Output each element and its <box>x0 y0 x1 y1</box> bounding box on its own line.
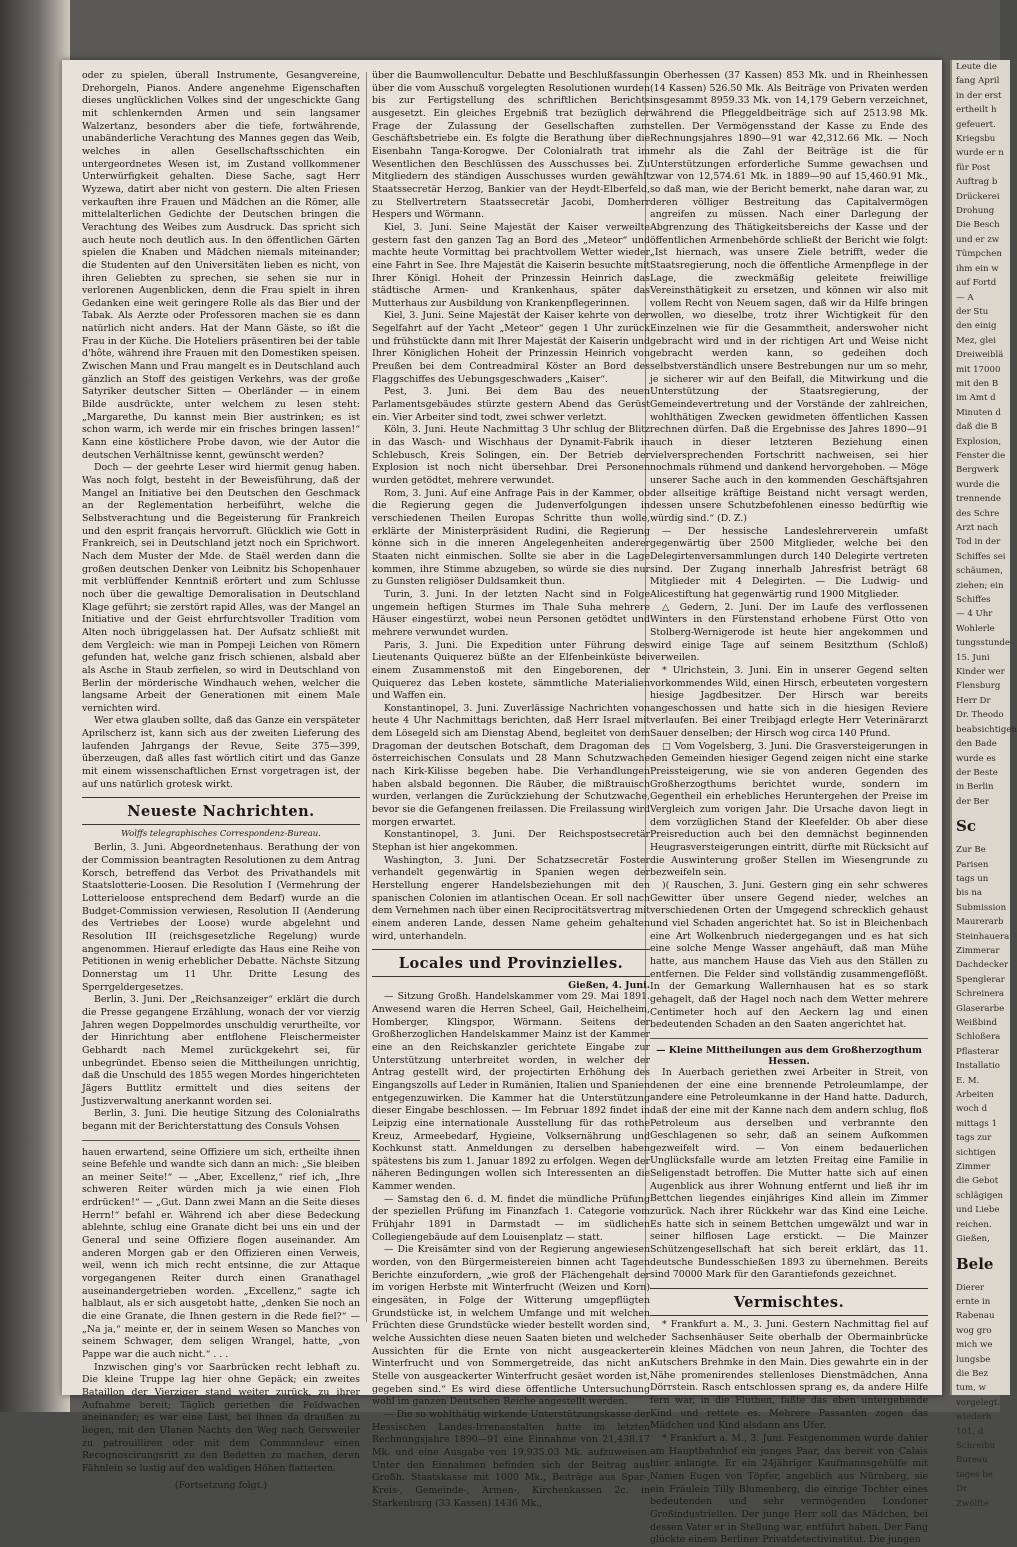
news-item: Berlin, 3. Juni. Der „Reichsanzeiger“ erklärt die durch die Presse gegangene Erzählung, wonach der vor vierzig Jahren wegen Doppelmordes unschuldig verurtheilte, vor der Hinrichtung aber entflohene Fleischermeister Gebhardt nach Memel zurückgekehrt sei, für unbegründet. Ebenso seien die Mittheilungen unrichtig, daß die Unschuld des 1855 wegen Mordes hingerichteten Jägers Buttlitz ermittelt und dies seitens der Justizverwaltung anerkannt worden sei. <box>82 994 360 1107</box>
next-page-line: wurde es <box>956 753 996 764</box>
next-page-line: ihm ein w <box>956 263 999 274</box>
next-page-line: gefeuert. <box>956 119 996 130</box>
next-page-line: — A <box>956 292 974 303</box>
local-item: * Ulrichstein, 3. Juni. Ein in unserer Gegend selten vorkommendes Wild, einen Hirsch, erbeuteten vorgestern hiesige Jagdbesitzer. Der Hirsch war bereits angeschossen und hatte sich in die hiesigen Reviere verlaufen. Bei einer Treibjagd erlegte Herr Veterinärarzt Sauer denselben; der Hirsch wog circa 140 Pfund. <box>650 664 928 740</box>
next-page-line: im Amt d <box>956 393 996 404</box>
next-page-line: beabsichtigen <box>956 724 1017 735</box>
next-page-line: Schiffes <box>956 595 991 606</box>
next-page-line: mich we <box>956 1340 993 1351</box>
next-page-line: Spenglerar <box>956 974 1005 985</box>
next-page-line: Schreinera <box>956 989 1005 1000</box>
next-page-line: lungsbe <box>956 1354 991 1365</box>
next-page-line: in der erst <box>956 90 1002 101</box>
local-item: In Auerbach geriethen zwei Arbeiter in Streit, von denen der eine eine brennende Petroleumlampe, der andere eine Petroleumkanne in der Hand hatte. Dadurch, daß der eine mit der Kanne nach dem andern schlug, floß Petroleum aus derselben und verbrannte den Geschlagenen so sehr, daß an seinem Aufkommen gezweifelt wird. — Von einem bedauerlichen Unglücksfalle wurde am letzten Freitag eine Familie in Seligenstadt betroffen. Die Mutter hatte sich auf einen Augenblick aus ihrer Wohnung entfernt und ließ ihr im Bettchen liegendes einjähriges Kind allein im Zimmer zurück. Nach ihrer Rückkehr war das Kind eine Leiche. Es hatte sich in seinem Bettchen umgewälzt und war in seiner hilflosen Lage erstickt. — Die Mainzer Schützengesellschaft hat sich bereit erklärt, das 11. deutsche Bundesschießen 1893 zu übernehmen. Bereits sind 70000 Mark für den Garantiefonds gezeichnet. <box>650 1066 928 1281</box>
section-heading: Vermischtes. <box>650 1288 928 1316</box>
column-3 <box>650 70 928 1546</box>
next-page-line: Dachdecker <box>956 960 1009 971</box>
next-page-lines <box>952 843 1010 915</box>
next-page-line: des Schre <box>956 508 1000 519</box>
column-1 <box>82 70 360 1491</box>
next-page-line: 15. Juni <box>956 652 990 663</box>
next-page-lines <box>952 1281 1010 1512</box>
next-page-line: bis na <box>956 888 983 899</box>
next-page-line: auf Fortd <box>956 278 997 289</box>
next-page-line: Minuten d <box>956 407 1001 418</box>
next-page-line: fang April <box>956 76 1000 87</box>
next-page-line: der Ber <box>956 796 989 807</box>
next-page-heading: Sc <box>956 817 976 836</box>
next-page-line: Maurerarb <box>956 917 1004 928</box>
next-page-line: Gießen, <box>956 1234 990 1245</box>
continued-note: (Fortsetzung folgt.) <box>174 1479 268 1491</box>
next-page-line: wiederh <box>956 1412 992 1423</box>
separator <box>82 1140 360 1141</box>
next-page-heading: Bele <box>956 1254 994 1273</box>
section-subheading: Wolffs telegraphisches Correspondenz-Bureau. <box>121 828 321 839</box>
next-page-line: Bureau <box>956 1455 988 1466</box>
next-page-line: in Berlin <box>956 782 994 793</box>
next-page-line: Mez, glei <box>956 335 996 346</box>
serial-paragraph: hauen erwartend, seine Offiziere um sich, ertheilte ihnen seine Befehle und wandte sich dann an mich: „Sie bleiben an meiner Seite!“ — „Aber, Excellenz,“ rief ich, „Ihre schweren Reiter würden mich ja wie einen Floh erdrücken!“ — „Gut. Dann zwei Mann an die Seite dieses Herrn!“ befahl er. Während ich aber diese Bedeckung ablehnte, schlug eine Granate dicht bei uns ein und der General und seine Offiziere flogen auseinander. Am anderen Morgen gab er den Offizieren einen Verweis, weil, wenn ich mich recht entsinne, die zur Attaque vorgegangenen Reiter durch einen Granathagel auseinandergetrieben worden. „Excellenz,“ sagte ich halblaut, als er sich ausgetobt hatte, „denken Sie noch an die eine Granate, die Ihnen gestern in die Rede fiel?“ — „Na ja,“ meinte er, der in seinem Wesen so Manches von seinem Schwager, dem seligen Wrangel, hatte, „von Pappe war die auch nicht.“ . . . <box>82 1146 360 1360</box>
news-item: Rom, 3. Juni. Auf eine Anfrage Pais in der Kammer, ob die Regierung gegen die Judenverfolgungen in verschiedenen Theilen Europas Schritte thun wolle, erklärte der Ministerpräsident Rudini, die Regierung könne sich in die inneren Angelegenheiten anderer Staaten nicht einmischen. Sollte sie aber in die Lage kommen, ihre Stimme abzugeben, so würde sie dies nur zu Gunsten religiöser Duldsamkeit thun. <box>372 487 650 588</box>
next-page-line: Dierer <box>956 1282 985 1293</box>
local-item: — Samstag den 6. d. M. findet die mündliche Prüfung der speziellen Prüfung im Finanzfach 1. Categorie vom Frühjahr 1891 in Darmstadt — im südlichen Collegiengebäude auf dem Louisenplatz — statt. <box>372 1193 650 1243</box>
local-item: △ Gedern, 2. Juni. Der im Laufe des verflossenen Winters in den Fürstenstand erhobene Fürst Otto von Stolberg-Wernigerode ist heute hier angekommen und wird einige Tage auf seinem Besitzthum (Schloß) verweilen. <box>650 601 928 664</box>
local-item: □ Vom Vogelsberg, 3. Juni. Die Grasversteigerungen in den Gemeinden hiesiger Gegend zeigen nicht eine starke Preissteigerung, wie sie von anderen Gegenden des Großherzogthums berichtet wurde, sondern im Gegentheil ein erhebliches Heruntergehen der Preise im Vergleich zum vorigen Jahr. Die Ursache davon liegt in dem vorzüglichen Stand der Kleefelder. Ob aber diese Preisreduction auch bei den demnächst beginnenden Heugrasversteigerungen eintritt, dürfte mit Rücksicht auf die Auswinterung großer Stellen im Wiesengrunde zu bezweifeln sein. <box>650 740 928 879</box>
section-heading: Neueste Nachrichten. <box>82 797 360 825</box>
next-page-line: für Post <box>956 162 991 173</box>
local-item: — Sitzung Großh. Handelskammer vom 29. Mai 1891. Anwesend waren die Herren Scheel, Gail, Heichelheim, Homberger, Klingspor, Wörmann. Seitens der Großherzoglichen Handelskammer Mainz ist der Kammer eine an den Reichskanzler gerichtete Eingabe zur Unterstützung unterbreitet worden, in welcher der Antrag gestellt wird, der projectirten Erhöhung des Eingangszolls auf Leder in Rumänien, Italien und Spanien entgegenzuwirken. Die Kammer hat die Unterstützung dieser Eingabe beschlossen. — Im Februar 1892 findet in Leipzig eine internationale Ausstellung für das rothe Kreuz, Armeebedarf, Hygieine, Volksernährung und Kochkunst statt. Anmeldungen zu derselben haben spätestens bis zum 1. Januar 1892 zu erfolgen. Wegen der näheren Bedingungen wollen sich Interessenten an die Kammer wenden. <box>372 991 650 1193</box>
local-item: — Die Kreisämter sind von der Regierung angewiesen worden, von den Bürgermeistereien binnen acht Tagen Berichte einzufordern, „wie groß der Flächengehalt der im vorigen Herbste mit Winterfrucht (Weizen und Korn) eingesäten, in Folge der Witterung umgepflügten Grundstücke ist, in welchem Umfange und mit welchen Früchten diese Grundstücke wieder bestellt worden sind, welche Aussichten diese neuen Saaten bieten und welche Aussichten für die Ernte von nicht ausgeackerter Winterfrucht und von Sommergetreide, das nicht an Stelle von ausgeackerter Winterfrucht gesäet worden ist, gegeben sind.“ Es wird diese öffentliche Untersuchung wohl im ganzen Deutschen Reiche angestellt werden. <box>372 1244 650 1408</box>
next-page-line: und er zw <box>956 234 1000 245</box>
next-page-line: die Bez <box>956 1368 988 1379</box>
article-paragraph: Wer etwa glauben sollte, daß das Ganze ein verspäteter Aprilscherz ist, kann sich aus der zweiten Lieferung des laufenden Jahrgangs der Revue, Seite 375—399, überzeugen, daß alles fast wörtlich citirt und das Ganze mit einem wissenschaftlichen Ernst vorgetragen ist, der auf uns natürlich grotesk wirkt. <box>82 715 360 790</box>
news-item: Berlin, 3. Juni. Abgeordnetenhaus. Berathung der von der Commission beantragten Resolutionen zu dem Antrag Korsch, betreffend das Verbot des Privathandels mit Staatslotterie-Loosen. Die Resolution I (Vermehrung der Lotterieloose entsprechend dem Bedarf) wurde an die Budget-Commission verwiesen, Resolution II (Aenderung des Vertriebes der Loose) wurde abgelehnt und Resolution III (reichsgesetzliche Regelung) wurde angenommen. Hierauf erledigte das Haus eine Reihe von Petitionen in wenig erheblicher Debatte. Nächste Sitzung Donnerstag um 11 Uhr. Dritte Lesung des Sperrgeldergesetzes. <box>82 842 360 993</box>
next-page-line: Dreiweiblä <box>956 350 1004 361</box>
next-page-line: tages be <box>956 1469 993 1480</box>
next-page-line: und Liebe <box>956 1205 1000 1216</box>
news-item: Washington, 3. Juni. Der Schatzsecretär Foster verhandelt gegenwärtig in Spanien wegen der Herstellung engerer Handelsbeziehungen mit den spanischen Colonien im atlantischen Ocean. Er soll nach dem Vernehmen nach über einen Reciprocitätsvertrag mit einem anderen Lande, dessen Name geheim gehalten wird, unterhandeln. <box>372 854 650 942</box>
next-page-line: ertheilt h <box>956 105 997 116</box>
misc-item: * Frankfurt a. M., 3. Juni. Gestern Nachmittag fiel auf der Sachsenhäuser Seite oberhalb der Obermainbrücke ein kleines Mädchen von neun Jahren, die Tochter des Kutschers Brehmke in den Main. Dies gewahrte ein in der Nähe promenirendes stellenloses Dienstmädchen, Anna Dörrstein. Rasch entschlossen sprang es, da andere Hilfe fern war, in die Fluthen, faßte das eben untergehende Kind und rettete es. Mehrere Passanten zogen das Mädchen und Kind alsdann ans Ufer. <box>650 1319 928 1432</box>
news-item: über die Baumwollencultur. Debatte und Beschlußfassung über die vom Ausschuß vorgelegten Resolutionen wurden bis zur Fertigstellung des schriftlichen Berichts ausgesetzt. Ein gleiches Ergebniß trat bezüglich der Frage der Zulassung der Gesellschaften zum Geschäftsbetriebe ein. Es folgte die Berathung über die Eisenbahn Tanga-Korogwe. Der Colonialrath trat im Wesentlichen den Beschlüssen des Ausschusses bei. Zu Mitgliedern des ständigen Ausschusses wurden gewählt Staatssecretär Herzog, Bankier van der Heydt-Elberfeld, zu Stellvertretern Staatssecretär Jacobi, Domherr Hespers und Wörmann. <box>372 70 650 221</box>
next-page-line: mit 17000 <box>956 364 1001 375</box>
next-page-line: Herr Dr <box>956 695 991 706</box>
next-page-line: trennende <box>956 494 1001 505</box>
news-item: Konstantinopel, 3. Juni. Der Reichspostsecretär Stephan ist hier angekommen. <box>372 829 650 854</box>
next-page-line: vorgelegt. <box>956 1397 1001 1408</box>
news-item: Pest, 3. Juni. Bei dem Bau des neuen Parlamentsgebäudes stürzte gestern Abend das Gerüst ein. Vier Arbeiter sind todt, zwei schwer verletzt. <box>372 386 650 423</box>
next-page-line: den einig <box>956 321 997 332</box>
next-page-line: schlägigen <box>956 1190 1004 1201</box>
next-page-line: den Bade <box>956 739 997 750</box>
next-page-line: Zwölfte <box>956 1498 989 1509</box>
serial-paragraph: Inzwischen ging's vor Saarbrücken recht lebhaft zu. Die kleine Truppe lag hier ohne Gepäck; ein zweites Bataillon der Vierziger stand weiter zurück, zu ihrer Aufnahme bereit; Täglich geriethen die Feldwachen aneinander; es war eine Lust, bei ihnen da draußen zu liegen, mit den Ulanen Nachts den Weg nach Gersweiler zu patrouilliren oder mit dem Commandeur einen Recognoscirungsritt zu den Bedetten zu machen, deren Fähnlein so lustig auf den waldigen Höhen flatterten. <box>82 1361 360 1474</box>
local-item: — Die so wohlthätig wirkende Unterstützungskasse der Hessischen Landes-Irrenanstalten hatte im letzten Rechnungsjahre 1890—91 eine Einnahme von 21,438.17 Mk. und eine Ausgabe von 19,935.03 Mk. aufzuweisen. Unter den Einnahmen befinden sich der Beitrag aus Großh. Staatskasse mit 1000 Mk., Beiträge aus Spar-, Kreis-, Gemeinde-, Armen-, Kirchenkassen 2c. in Starkenburg (33 Kassen) 1436 Mk., <box>372 1408 650 1509</box>
next-page-line: tum, w <box>956 1383 986 1394</box>
news-item: Paris, 3. Juni. Die Expedition unter Führung des Lieutenants Quiquerez büßte an der Elfenbeinküste bei einem Zusammenstoß mit den Eingeborenen, der Quiquerez das Leben kostete, sämmtliche Materialien und Waffen ein. <box>372 639 650 702</box>
book-gutter <box>0 0 70 1412</box>
next-page-line: Kriegsbu <box>956 134 996 145</box>
next-page-line: Arzt nach <box>956 523 999 533</box>
next-page-line: der Beste <box>956 767 998 778</box>
next-page-line: Arbeiten <box>956 1090 994 1101</box>
next-page-line: tungsstunde <box>956 638 1010 649</box>
next-page-line: ernte in <box>956 1296 991 1307</box>
next-page-line: Zur Be <box>956 845 986 856</box>
next-page-line: Weißbind <box>956 1018 997 1028</box>
next-page-line: der Stu <box>956 306 989 317</box>
next-page-line: mittags 1 <box>956 1118 998 1129</box>
next-page-line: — 4 Uhr <box>956 609 993 620</box>
local-item: — Der hessische Landeslehrerverein umfaßt gegenwärtig über 2500 Mitglieder, welche bei den Delegirtenversammlungen durch 140 Delegirte vertreten sind. Der Zugang innerhalb Jahresfrist beträgt 68 Mitglieder mit 4 Delegirten. — Die Ludwig- und Alicestiftung hat gegenwärtig rund 1900 Mitglieder. <box>650 525 928 600</box>
article-paragraph: oder zu spielen, überall Instrumente, Gesangvereine, Drehorgeln, Pianos. Andere angenehme Eigenschaften dieses unglücklichen Volkes sind der ungeschickte Gang mit schlenkernden Armen und sein langsamer Walzertanz, besonders aber die tiefe, fortwährende, unabänderliche Verachtung des Mannes gegen das Weib, welches in allen Gesellschaftsschichten ein untergeordnetes Wesen ist, im Zustand vollkommener Unterwürfigkeit gehalten. Diese Sache, sagt Herr Wyzewa, datirt aber nicht von gestern. Die alten Friesen verkauften ihre Frauen und Mädchen an die Römer, alle mittelalterlichen Gedichte der Deutschen bringen die Verachtung des Weibes zum Ausdruck. Das spricht sich auch heute noch deutlich aus. In den öffentlichen Gärten spielen die Knaben und Mädchen niemals miteinander; die Studenten auf den Universitäten lieben es nicht, von ihren Geliebten zu sprechen, sie sehen sie nur in verlorenen Augenblicken, denn die Frau spielt in ihren Gedanken eine weit geringere Rolle als das Bier und der Tabak. Als Aerzte oder Professoren machen sie es dann natürlich nicht anders. Hat der Mann Gäste, so ißt die Frau in der Küche. Die Hoteliers präsentiren bei der table d'hôte, während ihre Frauen mit den Domestiken speisen. Zwischen Mann und Frau mangelt es in Deutschland auch gänzlich an Stoff des geistigen Verkehrs, was der große Satyriker deutscher Sitten — Oberländer — in einem Bilde ausdrückte, unter welchem zu lesen steht: „Margarethe, Du kannst mein Bier austrinken; es ist schon warm, ich werde mir ein frisches bringen lassen!“ Kann eine köstlichere Probe davon, wie der Autor die deutschen Verhältnisse kennt, gewünscht werden? <box>82 70 360 461</box>
section-heading: Locales und Provinzielles. <box>372 949 650 977</box>
next-page-line: Zimmer <box>956 1162 991 1173</box>
next-page-line: Schiffes sei <box>956 551 1006 562</box>
next-page-line: Wohlerle <box>956 623 995 634</box>
next-page-line: Bergwerk <box>956 465 999 476</box>
next-page-line: Flensburg <box>956 681 1001 692</box>
next-page-line: ziehen; ein <box>956 580 1004 591</box>
next-page-line: Kinder wer <box>956 667 1005 678</box>
next-page-line: Dr <box>956 1484 967 1495</box>
next-page-line: Zimmerar <box>956 945 1000 956</box>
next-page-line: Leute die <box>956 62 997 72</box>
misc-item: * Frankfurt a. M., 3. Juni. Festgenommen wurde dahier am Hauptbahnhof ein junges Paar, das bereit von Calais hier anlangte. Er ein 24jähriger Kaufmannsgehülfe mit Namen Eugen von Töpfer, angeblich aus Nürnberg, sie ein Fräulein Tilly Blumenberg, die einzige Tochter eines bedeutenden und sehr vermögenden Londoner Großindustriellen. Der junge Herr soll das Mädchen, bei dessen Vater er in Stellung war, entführt haben. Der Fang glückte einem Berliner Privatdetectivinstitut. Die jungen <box>650 1432 928 1546</box>
local-item: in Oberhessen (37 Kassen) 853 Mk. und in Rheinhessen (14 Kassen) 526.50 Mk. Als Beiträge von Privaten werden insgesammt 8959.33 Mk. von 14,179 Gebern verzeichnet, während die Pfleggeldbeiträge sich auf 2513.98 Mk. stellen. Der Vermögensstand der Kasse zu Ende des Rechnungsjahres 1890—91 war 42,312.66 Mk. — Noch mehr als die Zahl der Beiträge ist die für Unterstützungen erforderliche Summe gewachsen und zwar von 12,574.61 Mk. in 1889—90 auf 15,460.91 Mk., so daß man, wie der Bericht bemerkt, nahe daran war, zu deren völliger Bestreitung das Capitalvermögen angreifen zu müssen. Nach einer Darlegung der Abgrenzung des Thätigkeitsbereichs der Kasse und der öffentlichen Armenbehörde schließt der Bericht wie folgt: „Ist hiernach, was unsere Ziele betrifft, weder die Staatsregierung, noch die öffentliche Armenpflege in der Lage, die zweckmäßig geleitete freiwillige Vereinsthätigkeit zu ersetzen, und können wir also mit vollem Recht von Neuem sagen, daß wir da Hilfe bringen wollen, wo dieselbe, trotz ihrer Wichtigkeit für den Einzelnen wie für die Gesammtheit, anderswoher nicht gebracht wird und in der richtigen Art und Weise nicht gebracht werden kann, so gedeihen doch selbstverständlich unsere Bestrebungen nur um so mehr, je sicherer wir auf den Beifall, die Mitwirkung und die Unterstützung der Staatsregierung, der Gemeindevertretung und der Vorstände der zahlreichen, wohlthätigen Zwecken gewidmeten öffentlichen Kassen rechnen dürfen. Daß die Ergebnisse des Jahres 1890—91 auch in dieser letzteren Beziehung einen vielversprechenden Fortschritt nachweisen, sei hier nochmals rühmend und dankend hervorgehoben. — Möge unserer Sache auch in den kommenden Geschäftsjahren der allseitige kräftige Beistand nicht versagt werden, dessen unsere Schutzbefohlenen einesso bedürftig wie würdig sind.“ (D. Z.) <box>650 70 928 524</box>
next-page-line: Explosion, <box>956 436 1002 447</box>
next-page-line: die Gebot <box>956 1176 999 1187</box>
next-page-line: E. M. <box>956 1075 980 1086</box>
next-page-line: Auftrag b <box>956 177 998 188</box>
next-page-line: wurde die <box>956 479 1000 490</box>
next-page-lines <box>952 60 1017 809</box>
next-page-line: mit den B <box>956 378 999 389</box>
next-page-line: reichen. <box>956 1219 992 1230</box>
next-page-line: Pflasterar <box>956 1046 999 1057</box>
column-2 <box>372 70 650 1509</box>
next-page-line: Fenster die <box>956 450 1006 461</box>
next-page-line: Glaserarbe <box>956 1003 1005 1014</box>
next-page-line: Submission <box>956 902 1007 913</box>
news-item: Kiel, 3. Juni. Seine Majestät der Kaiser kehrte von der Segelfahrt auf der Yacht „Meteor“ gegen 1 Uhr zurück und frühstückte dann mit Ihrer Majestät der Kaiserin und Ihrer Königlichen Hoheit der Prinzessin Heinrich von Preußen bei dem Contreadmiral Köster an Bord des Flaggschiffes des Uebungsgeschwaders „Kaiser“. <box>372 310 650 385</box>
news-item: Turin, 3. Juni. In der letzten Nacht sind in Folge ungemein heftigen Sturmes im Thale Suha mehrere Häuser eingestürzt, wobei neun Personen getödtet und mehrere verwundet wurden. <box>372 588 650 638</box>
next-page-edge <box>950 60 1017 1509</box>
next-page-line: Tümpchen <box>956 249 1002 260</box>
next-page-line: sichtigen <box>956 1147 996 1158</box>
next-page-line: tags zur <box>956 1133 992 1144</box>
news-item: Kiel, 3. Juni. Seine Majestät der Kaiser verweilte gestern fast den ganzen Tag an Bord des „Meteor“ und machte heute Vormittag bei prachtvollem Wetter wieder eine Fahrt in See. Ihre Majestät die Kaiserin besuchte mit Ihrer Königl. Hoheit der Prinzessin Heinrich das städtische Armen- und Krankenhaus, später das Mutterhaus zur Ausbildung von Krankenpflegerinnen. <box>372 221 650 309</box>
next-page-line: daß die B <box>956 422 998 433</box>
next-page-line: Tod in der <box>956 537 1001 548</box>
next-page-line: Schloßera <box>956 1032 1001 1043</box>
next-page-line: Die Besch <box>956 220 1000 231</box>
next-page-line: Dr. Theodo <box>956 710 1004 721</box>
next-page-line: Drückerei <box>956 191 1000 202</box>
local-item: )( Rauschen, 3. Juni. Gestern ging ein sehr schweres Gewitter über unsere Gegend nieder, welches an verschiedenen Orten der Umgegend schrecklich gehaust und viel Schaden angerichtet hat. So ist in Bleichenbach eine Art Wolkenbruch niedergegangen und es hat sich eine solche Menge Wasser angehäuft, daß man Mühe hatte, aus manchem Hause das Vieh aus den Ställen zu entfernen. Die Felder sind vollständig zusammengeflößt. In der Gemarkung Wallernhausen hat es so stark gehagelt, daß der Hagel noch nach dem Wetter mehrere Centimeter hoch auf den Aeckern lag und einen bedeutenden Schaden an den Saaten angerichtet hat. <box>650 880 928 1031</box>
next-page-lines <box>952 915 1010 1246</box>
dateline: Gießen, 4. Juni. <box>568 980 650 992</box>
next-page-line: Installatio <box>956 1061 1000 1072</box>
next-page-line: 101, d <box>956 1426 984 1437</box>
next-page-line: tags un <box>956 873 989 884</box>
news-item: Köln, 3. Juni. Heute Nachmittag 3 Uhr schlug der Blitz in das Wasch- und Wischhaus der Dynamit-Fabrik in Schlebusch, Kreis Solingen, ein. Der Betrieb der Explosion ist noch nicht übersehbar. Drei Personen wurden getödtet, mehrere verwundet. <box>372 424 650 486</box>
next-page-line: schäumen, <box>956 566 1003 577</box>
next-page-line: wurde er n <box>956 148 1004 159</box>
next-page-line: Drohung <box>956 206 995 217</box>
article-paragraph: Doch — der geehrte Leser wird hiermit genug haben. Was noch folgt, besteht in der Beweisführung, daß der Mangel an Initiative bei den Deutschen den Geschmack an der Reglementation herbeiführt, welche die Selbstverachtung und die Begeisterung für Frankreich und den esprit français hervorruft. Glücklich wie Gott in Frankreich, sei in Deutschland jetzt noch ein Sprichwort. Nach dem Muster der Mde. de Staël werden dann die großen deutschen Denker von Leibnitz bis Schopenhauer mit verblüffender Kenntniß erörtert und zum Schlusse noch über die gewaltige Demoralisation in Deutschland Klage geführt; sie zerstört rapid Alles, was der Mangel an Initiative und der Geist ehrfurchtsvoller Tradition vom Alten noch übriggelassen hat. Der Aufsatz schließt mit dem Vergleich: wie man in Pompeji Leichen von Römern gefunden hat, welche ganz frisch schienen, alsbald aber als Asche in Staub zerfielen, so wird in Deutschland von Berlin der mörderische Windhauch wehen, welcher die langsame Arbeit der Generationen mit einem Male vernichten wird. <box>82 462 360 714</box>
separator <box>650 1038 928 1039</box>
next-page-line: Steinhauera <box>956 931 1010 942</box>
next-page-line: Schreibu <box>956 1440 996 1451</box>
next-page-line: Parisen <box>956 859 989 870</box>
news-item: Konstantinopel, 3. Juni. Zuverlässige Nachrichten von heute 4 Uhr Nachmittags berichten, daß Herr Israel mit dem Lösegeld sich am Dienstag Abend, begleitet von dem Dragoman der deutschen Botschaft, dem Dragoman des österreichischen Consulats und 28 Mann Schutzwache nach Kirk-Kilisse begeben habe. Die Verhandlungen haben alsbald begonnen. Die Räuber, die mißtrauisch wurden, verlangen die Zurückziehung der Schutzwache, bevor sie die Gefangenen freilassen. Die Freilassung wird morgen erwartet. <box>372 702 650 828</box>
news-item: Berlin, 3. Juni. Die heutige Sitzung des Colonialraths begann mit der Berichterstattung des Consuls Vohsen <box>82 1108 360 1132</box>
next-page-line: wog gro <box>956 1325 992 1336</box>
next-page-line: woch d <box>956 1104 988 1115</box>
subsection-heading: — Kleine Mittheilungen aus dem Großherzogthum Hessen. <box>656 1044 922 1067</box>
next-page-line: Rabenau <box>956 1311 995 1322</box>
column-rule <box>366 72 367 1322</box>
